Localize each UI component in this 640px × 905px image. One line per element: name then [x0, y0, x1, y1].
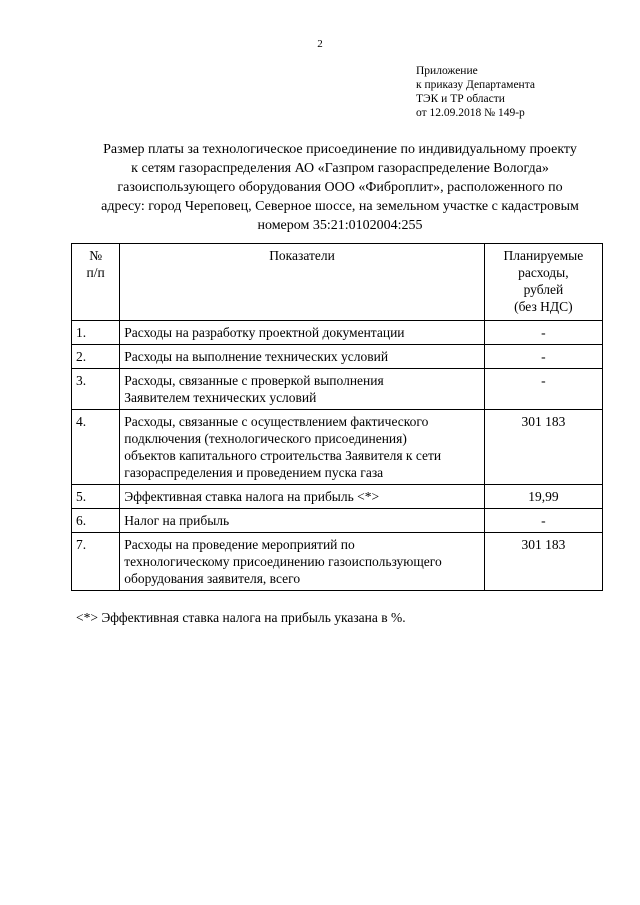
header-value-line: расходы,	[518, 265, 569, 280]
row-indicator-line: Расходы на разработку проектной документации	[124, 325, 405, 340]
title-line: к сетям газораспределения АО «Газпром газораспределение Вологда»	[131, 161, 549, 176]
row-indicator-line: Расходы на проведение мероприятий по	[124, 537, 355, 552]
header-number-line: №	[89, 248, 103, 263]
table-row	[72, 321, 603, 345]
row-indicator	[120, 410, 485, 485]
table-row	[72, 410, 603, 485]
row-value: -	[484, 509, 602, 533]
row-number: 3.	[72, 369, 120, 410]
row-indicator-line: Расходы, связанные с осуществлением фактического	[124, 414, 429, 429]
table-row	[72, 509, 603, 533]
row-indicator-line: Расходы на выполнение технических условий	[124, 349, 389, 364]
title-line: номером 35:21:0102004:255	[257, 218, 423, 233]
row-indicator-line: оборудования заявителя, всего	[124, 571, 301, 586]
row-number: 4.	[72, 410, 120, 485]
row-indicator	[120, 321, 485, 345]
header-value-line: Планируемые	[503, 248, 584, 263]
row-indicator-line: Эффективная ставка налога на прибыль <*>	[124, 489, 380, 504]
appendix-line: к приказу Департамента	[416, 79, 535, 91]
header-number-line: п/п	[86, 265, 105, 280]
row-value: 19,99	[484, 485, 602, 509]
header-value-line: рублей	[523, 282, 564, 297]
header-value-line: (без НДС)	[514, 299, 573, 314]
row-number: 5.	[72, 485, 120, 509]
table-row	[72, 485, 603, 509]
appendix-line: ТЭК и ТР области	[416, 93, 505, 105]
row-indicator-line: Налог на прибыль	[124, 513, 230, 528]
row-indicator	[120, 369, 485, 410]
row-indicator-line: объектов капитального строительства Заявителя к сети	[124, 448, 442, 463]
row-indicator	[120, 533, 485, 591]
table-row	[72, 345, 603, 369]
footnote: <*> Эффективная ставка налога на прибыль указана в %.	[76, 610, 406, 625]
table-header-row	[72, 244, 603, 321]
table-row	[72, 533, 603, 591]
row-number: 1.	[72, 321, 120, 345]
row-value: -	[484, 321, 602, 345]
row-value: 301 183	[484, 410, 602, 485]
appendix-line: от 12.09.2018 № 149-р	[416, 107, 525, 119]
title-line: Размер платы за технологическое присоединение по индивидуальному проекту	[103, 142, 577, 157]
header-number	[72, 244, 120, 321]
cost-table	[71, 243, 603, 591]
title-line: газоиспользующего оборудования ООО «Фиброплит», расположенного по	[117, 180, 563, 195]
row-indicator-line: технологическому присоединению газоиспользующего	[124, 554, 442, 569]
page-number: 2	[317, 38, 323, 50]
header-indicators: Показатели	[120, 244, 485, 321]
row-number: 2.	[72, 345, 120, 369]
title-line: адресу: город Череповец, Северное шоссе, на земельном участке с кадастровым	[101, 199, 579, 214]
row-indicator	[120, 485, 485, 509]
appendix-line: Приложение	[416, 65, 478, 77]
row-value: 301 183	[484, 533, 602, 591]
appendix-header	[416, 64, 535, 120]
row-indicator-line: Заявителем технических условий	[124, 390, 317, 405]
table-row	[72, 369, 603, 410]
row-indicator	[120, 509, 485, 533]
row-indicator	[120, 345, 485, 369]
row-indicator-line: газораспределения и проведением пуска газа	[124, 465, 384, 480]
document-title	[60, 140, 620, 235]
row-number: 7.	[72, 533, 120, 591]
header-planned-costs	[484, 244, 602, 321]
row-indicator-line: подключения (технологического присоединения)	[124, 431, 407, 446]
row-indicator-line: Расходы, связанные с проверкой выполнения	[124, 373, 384, 388]
row-value: -	[484, 345, 602, 369]
row-value: -	[484, 369, 602, 410]
row-number: 6.	[72, 509, 120, 533]
